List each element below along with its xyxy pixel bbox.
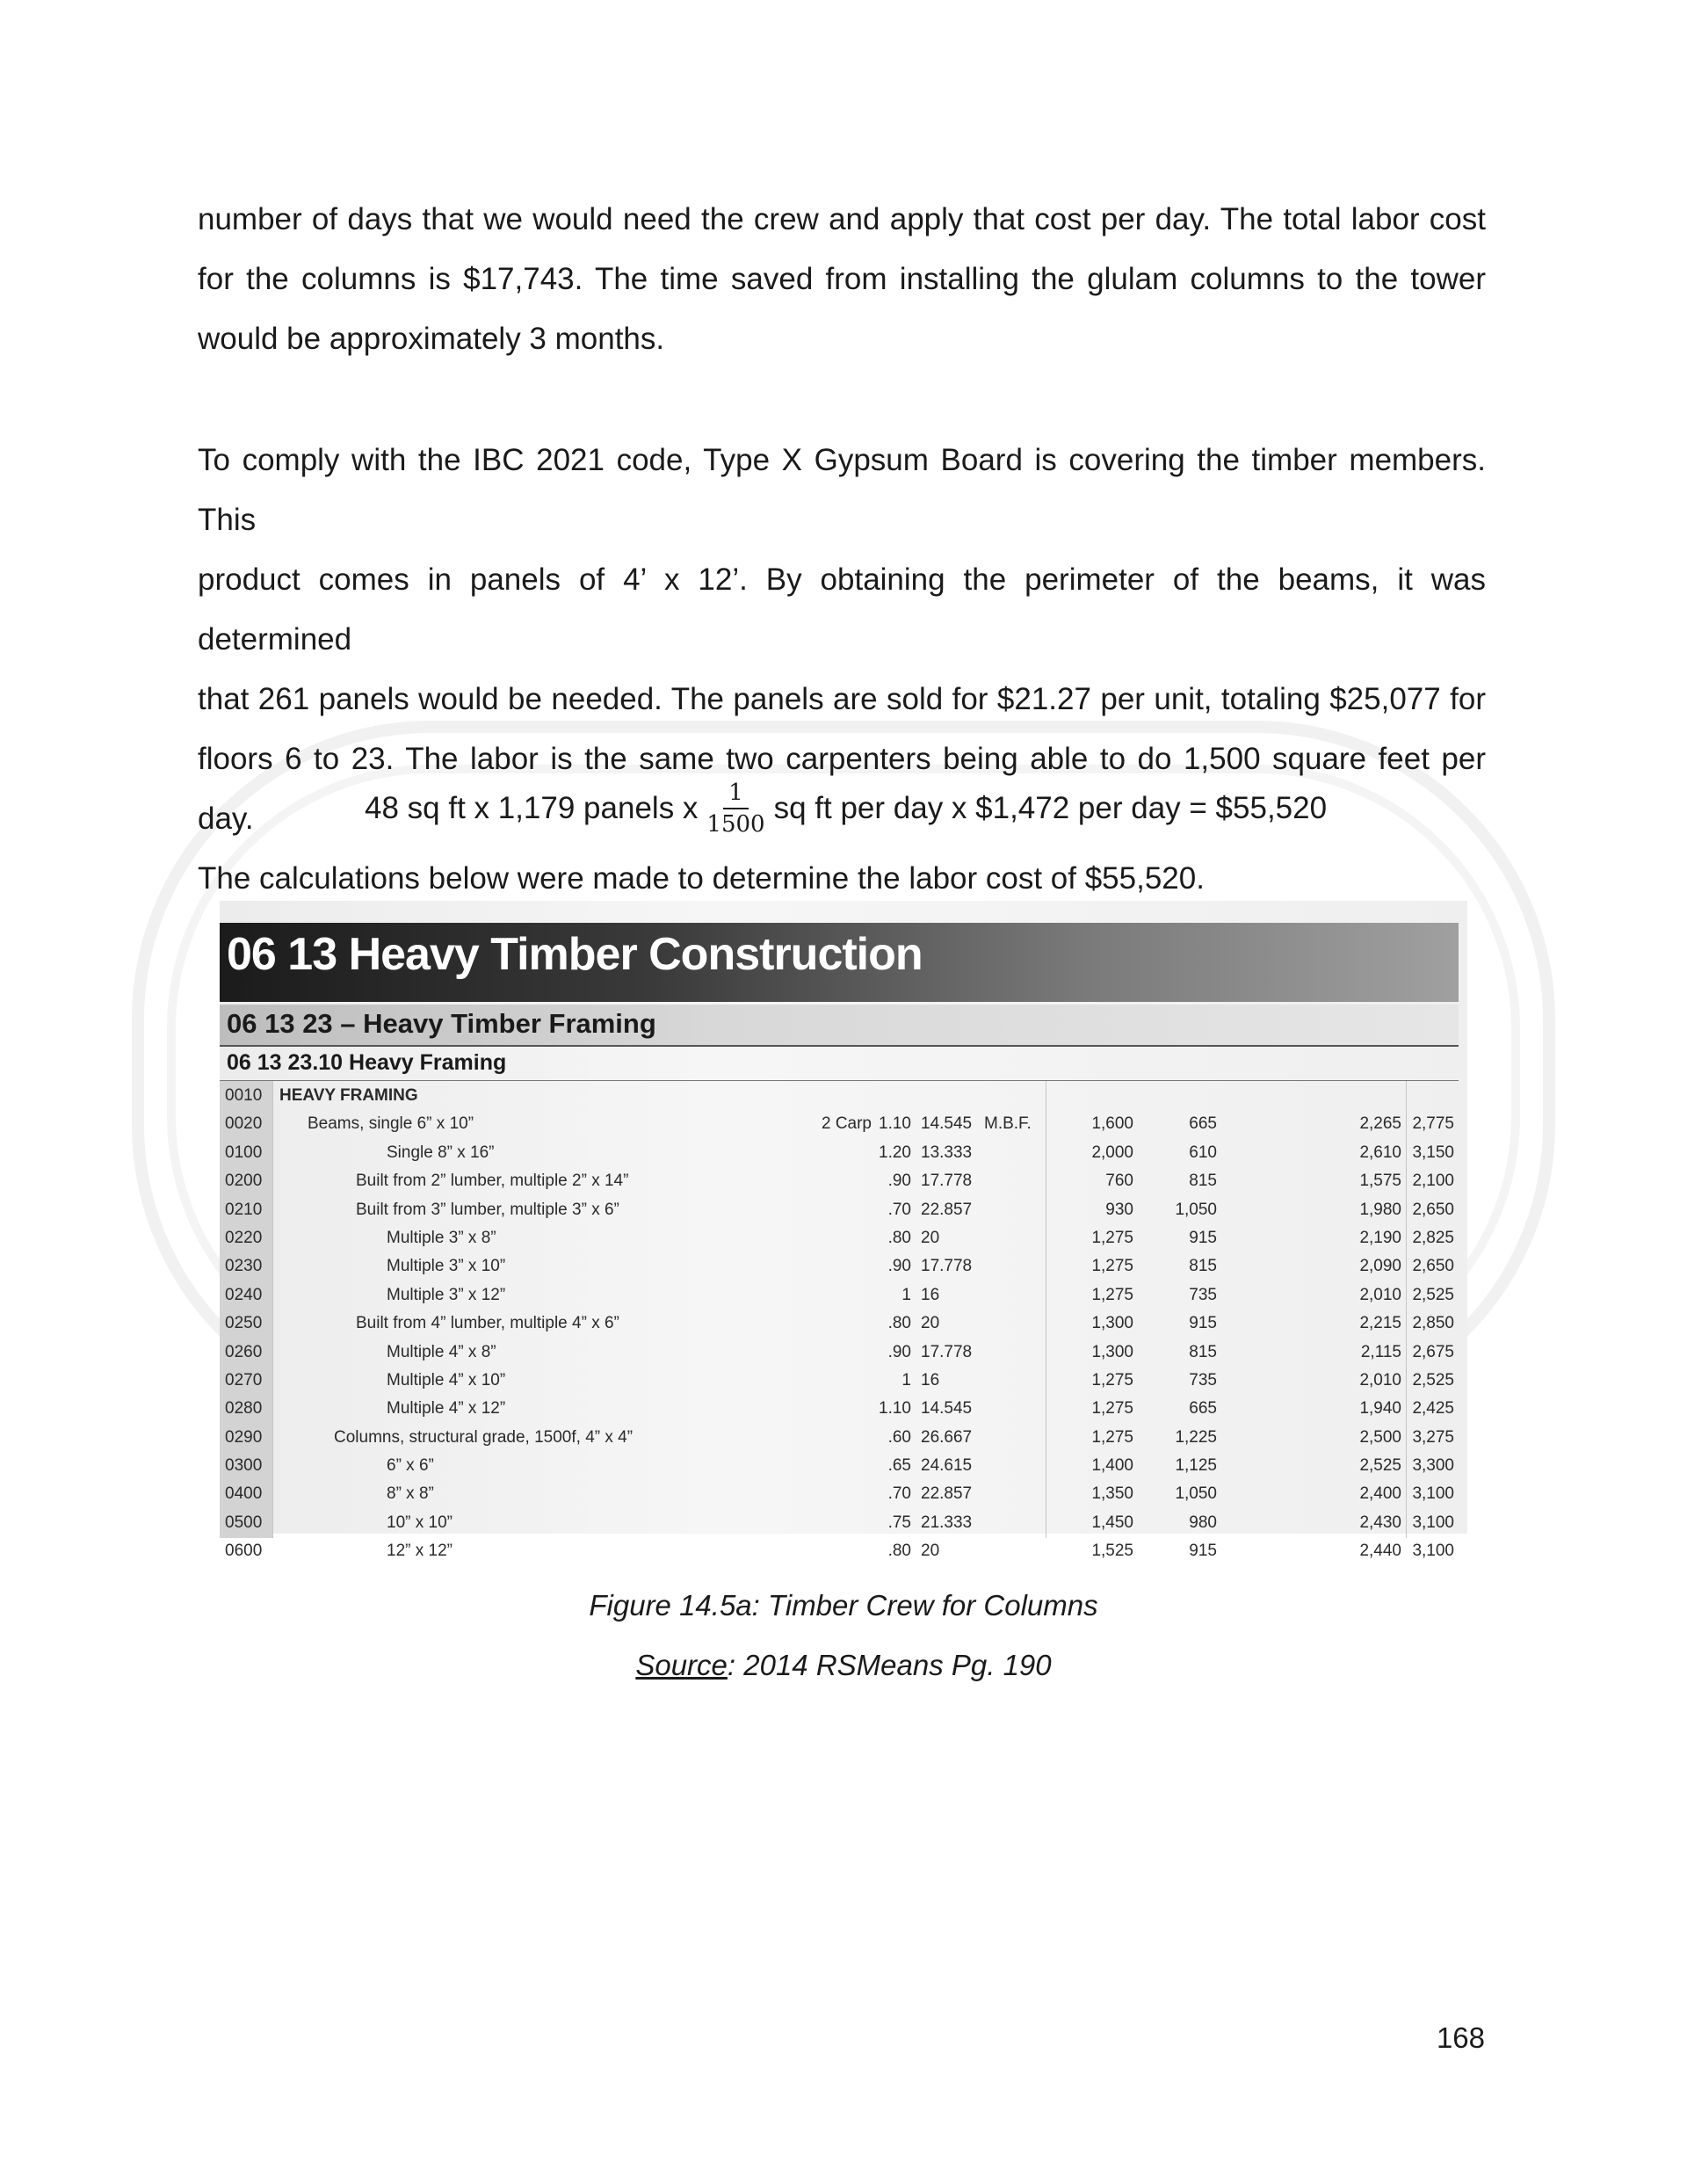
cell-hours: 20 bbox=[921, 1542, 940, 1561]
cell-total-op: 2,425 bbox=[1412, 1399, 1454, 1419]
cell-output: .75 bbox=[887, 1513, 911, 1532]
cell-material: 1,300 bbox=[1091, 1342, 1133, 1361]
table-row bbox=[220, 1252, 1459, 1281]
table-rows bbox=[220, 1082, 1459, 1566]
cell-total-op: 3,100 bbox=[1412, 1484, 1454, 1504]
cell-output: .80 bbox=[887, 1314, 911, 1333]
cell-desc: Multiple 3” x 8” bbox=[387, 1228, 496, 1247]
cell-desc: Built from 4” lumber, multiple 4” x 6” bbox=[356, 1314, 619, 1333]
cell-total: 1,980 bbox=[1359, 1200, 1401, 1219]
paragraph-line: for the columns is $17,743. The time saved from installing the glulam columns to the tower bbox=[198, 262, 1486, 296]
table-row bbox=[220, 1339, 1459, 1367]
cell-total-op: 2,775 bbox=[1412, 1114, 1454, 1134]
cell-hours: 26.667 bbox=[921, 1427, 973, 1447]
cell-code: 0210 bbox=[225, 1200, 263, 1219]
table-row bbox=[220, 1082, 1459, 1110]
paragraph-line: number of days that we would need the crew and apply that cost per day. The total labor cost bbox=[198, 202, 1486, 236]
cell-total: 2,610 bbox=[1359, 1143, 1401, 1162]
divider bbox=[220, 1080, 1459, 1081]
cell-code: 0020 bbox=[225, 1114, 263, 1134]
cell-hours: 16 bbox=[921, 1370, 940, 1389]
cell-material: 1,400 bbox=[1091, 1456, 1133, 1476]
cell-output: .90 bbox=[887, 1172, 911, 1191]
cell-total: 2,430 bbox=[1359, 1513, 1401, 1532]
cell-desc: Beams, single 6” x 10” bbox=[308, 1114, 474, 1134]
cell-desc: Single 8” x 16” bbox=[387, 1143, 495, 1162]
cell-labor: 665 bbox=[1189, 1399, 1217, 1419]
cell-total-op: 2,650 bbox=[1412, 1257, 1454, 1276]
cell-material: 1,275 bbox=[1091, 1257, 1133, 1276]
cell-total: 2,265 bbox=[1359, 1114, 1401, 1134]
cell-hours: 22.857 bbox=[921, 1484, 973, 1504]
cell-total: 2,010 bbox=[1359, 1370, 1401, 1389]
cell-labor: 735 bbox=[1189, 1370, 1217, 1389]
cell-code: 0500 bbox=[225, 1513, 263, 1532]
cell-total-op: 2,100 bbox=[1412, 1172, 1454, 1191]
cell-code: 0240 bbox=[225, 1285, 263, 1304]
cell-total-op: 3,150 bbox=[1412, 1143, 1454, 1162]
rsmeans-table-image bbox=[220, 901, 1467, 1561]
cell-total-op: 2,650 bbox=[1412, 1200, 1454, 1219]
paragraph-labor-cost bbox=[198, 190, 1486, 369]
cell-material: 1,525 bbox=[1091, 1542, 1133, 1561]
cell-total-op: 2,675 bbox=[1412, 1342, 1454, 1361]
cell-total-op: 2,850 bbox=[1412, 1314, 1454, 1333]
table-row bbox=[220, 1452, 1459, 1480]
cell-material: 1,275 bbox=[1091, 1399, 1133, 1419]
cell-total: 2,090 bbox=[1359, 1257, 1401, 1276]
cell-code: 0260 bbox=[225, 1342, 263, 1361]
cell-code: 0230 bbox=[225, 1257, 263, 1276]
cell-unit: M.B.F. bbox=[984, 1114, 1032, 1134]
cell-hours: 21.333 bbox=[921, 1513, 973, 1532]
cell-output: .80 bbox=[887, 1228, 911, 1247]
cell-hours: 22.857 bbox=[921, 1200, 973, 1219]
table-row bbox=[220, 1537, 1459, 1565]
cell-output: .65 bbox=[887, 1456, 911, 1476]
cell-code: 0400 bbox=[225, 1484, 263, 1504]
cell-hours: 14.545 bbox=[921, 1399, 973, 1419]
cell-code: 0280 bbox=[225, 1399, 263, 1419]
cell-material: 1,300 bbox=[1091, 1314, 1133, 1333]
cell-output: 1.10 bbox=[879, 1399, 911, 1419]
cell-output: .70 bbox=[887, 1200, 911, 1219]
cell-material: 1,275 bbox=[1091, 1427, 1133, 1447]
table-row bbox=[220, 1310, 1459, 1338]
cell-total: 2,525 bbox=[1359, 1456, 1401, 1476]
cell-material: 1,275 bbox=[1091, 1228, 1133, 1247]
paragraph-line: To comply with the IBC 2021 code, Type X Gypsum Board is covering the timber members. This bbox=[198, 443, 1486, 537]
subheading-title: 06 13 23 – Heavy Timber Framing bbox=[227, 1008, 656, 1039]
source-text: : 2014 RSMeans Pg. 190 bbox=[727, 1649, 1052, 1681]
cell-total: 2,500 bbox=[1359, 1427, 1401, 1447]
cell-material: 760 bbox=[1105, 1172, 1133, 1191]
cell-code: 0200 bbox=[225, 1172, 263, 1191]
cell-material: 1,275 bbox=[1091, 1285, 1133, 1304]
cell-hours: 24.615 bbox=[921, 1456, 973, 1476]
cell-total-op: 3,300 bbox=[1412, 1456, 1454, 1476]
cell-output: 1 bbox=[901, 1285, 911, 1304]
cell-desc: HEAVY FRAMING bbox=[279, 1086, 418, 1105]
figure-caption: Figure 14.5a: Timber Crew for Columns bbox=[589, 1589, 1098, 1622]
cell-output: 1.10 bbox=[879, 1114, 911, 1134]
cell-hours: 14.545 bbox=[921, 1114, 973, 1134]
cell-desc: 10” x 10” bbox=[387, 1513, 453, 1532]
cell-total: 1,940 bbox=[1359, 1399, 1401, 1419]
cell-hours: 13.333 bbox=[921, 1143, 973, 1162]
paragraph-line: product comes in panels of 4’ x 12’. By obtaining the perimeter of the beams, it was determined bbox=[198, 562, 1486, 657]
table-row bbox=[220, 1167, 1459, 1195]
cell-labor: 665 bbox=[1189, 1114, 1217, 1134]
page-number: 168 bbox=[1436, 2021, 1485, 2054]
banner-title: 06 13 Heavy Timber Construction bbox=[227, 929, 923, 980]
paragraph-line: floors 6 to 23. The labor is the same two carpenters being able to do 1,500 square feet per day. bbox=[198, 742, 1486, 836]
table-row bbox=[220, 1367, 1459, 1395]
cell-labor: 915 bbox=[1189, 1542, 1217, 1561]
cell-desc: Columns, structural grade, 1500f, 4” x 4” bbox=[334, 1427, 634, 1447]
formula-left: 48 sq ft x 1,179 panels x bbox=[365, 791, 699, 825]
cell-desc: Built from 2” lumber, multiple 2” x 14” bbox=[356, 1172, 629, 1191]
cell-desc: Multiple 4” x 8” bbox=[387, 1342, 496, 1361]
labor-cost-formula bbox=[365, 773, 1327, 844]
paragraph-line: The calculations below were made to determine the labor cost of $55,520. bbox=[198, 861, 1205, 896]
cell-total-op: 2,825 bbox=[1412, 1228, 1454, 1247]
cell-total-op: 3,100 bbox=[1412, 1513, 1454, 1532]
table-subheading bbox=[220, 1005, 1459, 1047]
cell-hours: 16 bbox=[921, 1285, 940, 1304]
cell-total: 2,215 bbox=[1359, 1314, 1401, 1333]
cell-labor: 735 bbox=[1189, 1285, 1217, 1304]
cell-desc: Multiple 4” x 10” bbox=[387, 1370, 506, 1389]
cell-code: 0270 bbox=[225, 1370, 263, 1389]
cell-desc: Multiple 4” x 12” bbox=[387, 1399, 506, 1419]
cell-code: 0600 bbox=[225, 1542, 263, 1561]
cell-hours: 20 bbox=[921, 1228, 940, 1247]
paragraph-line: would be approximately 3 months. bbox=[198, 322, 665, 356]
cell-hours: 17.778 bbox=[921, 1342, 973, 1361]
cell-desc: Built from 3” lumber, multiple 3” x 6” bbox=[356, 1200, 619, 1219]
cell-output: 1.20 bbox=[879, 1143, 911, 1162]
cell-material: 930 bbox=[1105, 1200, 1133, 1219]
fraction-denominator: 1500 bbox=[706, 811, 765, 838]
table-row bbox=[220, 1224, 1459, 1252]
cell-hours: 17.778 bbox=[921, 1172, 973, 1191]
cell-code: 0100 bbox=[225, 1143, 263, 1162]
cell-code: 0290 bbox=[225, 1427, 263, 1447]
formula-right: sq ft per day x $1,472 per day = $55,520 bbox=[773, 791, 1328, 825]
cell-labor: 915 bbox=[1189, 1228, 1217, 1247]
table-subsubheading: 06 13 23.10 Heavy Framing bbox=[227, 1050, 507, 1075]
cell-hours: 17.778 bbox=[921, 1257, 973, 1276]
cell-labor: 610 bbox=[1189, 1143, 1217, 1162]
cell-total: 2,400 bbox=[1359, 1484, 1401, 1504]
cell-code: 0220 bbox=[225, 1228, 263, 1247]
paragraph-line: that 261 panels would be needed. The panels are sold for $21.27 per unit, totaling $25,077 for bbox=[198, 682, 1486, 716]
cell-output: .80 bbox=[887, 1542, 911, 1561]
cell-total: 2,190 bbox=[1359, 1228, 1401, 1247]
cell-code: 0250 bbox=[225, 1314, 263, 1333]
cell-code: 0010 bbox=[225, 1086, 263, 1105]
cell-desc: 12” x 12” bbox=[387, 1542, 453, 1561]
table-row bbox=[220, 1424, 1459, 1452]
cell-desc: Multiple 3” x 12” bbox=[387, 1285, 506, 1304]
table-row bbox=[220, 1509, 1459, 1537]
cell-total: 2,440 bbox=[1359, 1542, 1401, 1561]
cell-desc: Multiple 3” x 10” bbox=[387, 1257, 506, 1276]
cell-desc: 6” x 6” bbox=[387, 1456, 434, 1476]
cell-total: 2,115 bbox=[1360, 1342, 1401, 1361]
cell-labor: 980 bbox=[1189, 1513, 1217, 1532]
cell-total-op: 2,525 bbox=[1412, 1285, 1454, 1304]
formula-fraction bbox=[706, 780, 764, 838]
figure-source bbox=[0, 1649, 1687, 1682]
table-row bbox=[220, 1480, 1459, 1508]
cell-output: 1 bbox=[901, 1370, 911, 1389]
cell-labor: 915 bbox=[1189, 1314, 1217, 1333]
table-row bbox=[220, 1395, 1459, 1423]
cell-crew: 2 Carp bbox=[821, 1114, 872, 1134]
table-row bbox=[220, 1281, 1459, 1310]
cell-output: .70 bbox=[887, 1484, 911, 1504]
cell-output: .60 bbox=[887, 1427, 911, 1447]
cell-total-op: 3,100 bbox=[1412, 1542, 1454, 1561]
cell-code: 0300 bbox=[225, 1456, 263, 1476]
cell-labor: 1,050 bbox=[1175, 1200, 1217, 1219]
cell-desc: 8” x 8” bbox=[387, 1484, 434, 1504]
table-banner bbox=[220, 923, 1459, 1002]
cell-total: 2,010 bbox=[1359, 1285, 1401, 1304]
cell-labor: 1,050 bbox=[1175, 1484, 1217, 1504]
cell-material: 1,350 bbox=[1091, 1484, 1133, 1504]
cell-total: 1,575 bbox=[1359, 1172, 1401, 1191]
cell-material: 2,000 bbox=[1091, 1143, 1133, 1162]
cell-output: .90 bbox=[887, 1257, 911, 1276]
cell-labor: 815 bbox=[1189, 1257, 1217, 1276]
cell-labor: 1,125 bbox=[1175, 1456, 1217, 1476]
cell-labor: 815 bbox=[1189, 1342, 1217, 1361]
cell-material: 1,275 bbox=[1091, 1370, 1133, 1389]
cell-labor: 815 bbox=[1189, 1172, 1217, 1191]
source-label: Source bbox=[635, 1649, 728, 1681]
cell-total-op: 3,275 bbox=[1412, 1427, 1454, 1447]
cell-material: 1,450 bbox=[1091, 1513, 1133, 1532]
cell-labor: 1,225 bbox=[1175, 1427, 1217, 1447]
table-row bbox=[220, 1110, 1459, 1138]
cell-hours: 20 bbox=[921, 1314, 940, 1333]
fraction-numerator: 1 bbox=[723, 780, 749, 809]
cell-total-op: 2,525 bbox=[1412, 1370, 1454, 1389]
cell-material: 1,600 bbox=[1091, 1114, 1133, 1134]
cell-output: .90 bbox=[887, 1342, 911, 1361]
table-row bbox=[220, 1139, 1459, 1167]
table-row bbox=[220, 1196, 1459, 1224]
